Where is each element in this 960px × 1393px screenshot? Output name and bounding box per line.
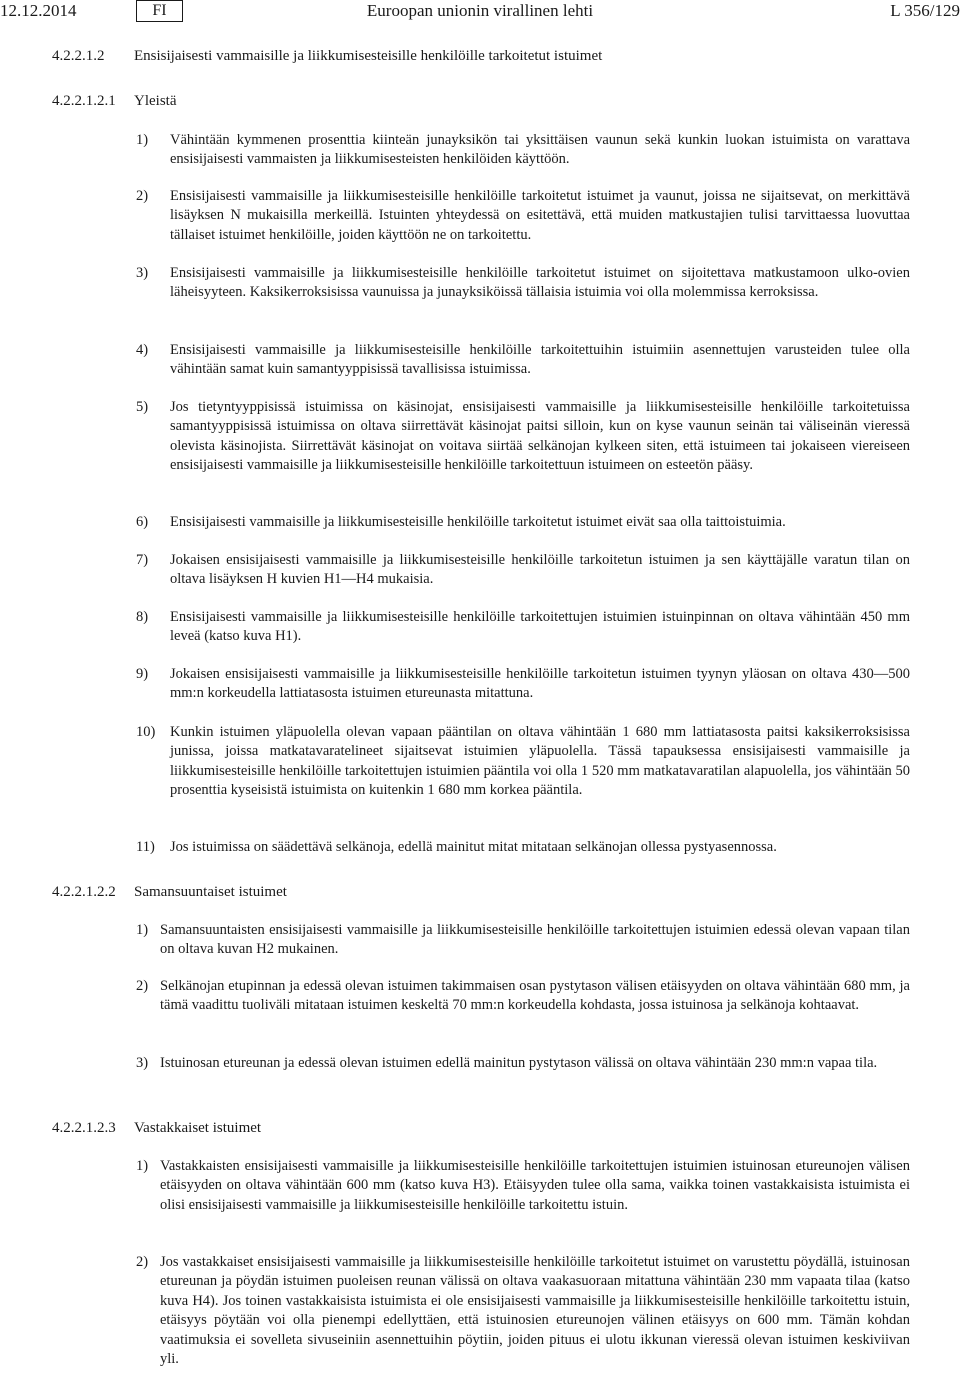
section-title: Vastakkaiset istuimet bbox=[134, 1120, 262, 1136]
item-text: Vastakkaisten ensisijaisesti vammaisille ja liikkumisesteisille henkilöille tarkoitettujen istuimien istuinosan etureunojen välisen etäisyyden on oltava vähintään 600 mm (katso kuva H3). Etäisyyden tulee olla sama, vaikka toinen vastakkaisista istuimista ei olisi ensisijaisesti vammaisille ja liikkumisesteisille henkilöille tarkoitettu istuin. bbox=[160, 1158, 910, 1213]
item-text: Istuinosan etureunan ja edessä olevan istuimen edellä mainitun pystytason välissä on oltava vähintään 230 mm:n vapaa tila. bbox=[160, 1055, 878, 1071]
list-item bbox=[136, 977, 910, 1016]
item-number: 7) bbox=[136, 552, 149, 568]
item-text: Jokaisen ensisijaisesti vammaisille ja liikkumisesteisille henkilöille tarkoitetun istuimen tyynyn yläosan on oltava 430—500 mm:n korkeudella lattiatasosta istuimen etureunasta mitattuna. bbox=[170, 666, 910, 702]
item-number: 11) bbox=[136, 839, 155, 855]
item-number: 1) bbox=[136, 922, 149, 938]
item-number: 2) bbox=[136, 1254, 149, 1270]
list-item bbox=[136, 513, 910, 532]
item-text: Ensisijaisesti vammaisille ja liikkumisesteisille henkilöille tarkoitetut istuimet ja vaunut, joissa ne sijaitsevat, on merkittävä lisäyksen N mukaisilla merkeillä. Istuinten yhteydessä on esitettävä, että muiden matkustajien tulisi tarvittaessa luovuttaa tällaiset istuimet henkilöille, joiden käyttöön ne on tarkoitettu. bbox=[170, 188, 910, 243]
section-title: Ensisijaisesti vammaisille ja liikkumisesteisille henkilöille tarkoitetut istuimet bbox=[134, 48, 603, 64]
item-text: Jos istuimissa on säädettävä selkänoja, edellä mainitut mitat mitataan selkänojan ollessa pystyasennossa. bbox=[170, 839, 777, 855]
list-item bbox=[136, 187, 910, 245]
publication-date: 12.12.2014 bbox=[0, 1, 77, 20]
item-number: 2) bbox=[136, 978, 149, 994]
item-number: 4) bbox=[136, 342, 149, 358]
section-heading-4-2-2-1-2-2 bbox=[52, 883, 932, 902]
item-number: 9) bbox=[136, 666, 149, 682]
item-text: Jokaisen ensisijaisesti vammaisille ja liikkumisesteisille henkilöille tarkoitetun istuimen ja sen käyttäjälle varatun tilan on oltava lisäyksen H kuvien H1—H4 mukaisia. bbox=[170, 552, 910, 588]
section-number: 4.2.2.1.2.3 bbox=[52, 1120, 116, 1136]
item-text: Jos tietyntyyppisissä istuimissa on käsinojat, ensisijaisesti vammaisille ja liikkumisesteisille henkilöille tarkoitetuissa samantyyppisissä istuimissa on oltava siirrettävät käsinojat paitsi silloin, kun on kyse vaunun seinän tai väliseinän vieressä olevista käsinojista. Siirrettävät käsinojat on voitava siirtää selkänojan kylkeen siten, että istuimeen tai jokaiseen viereiseen ensisijaisesti vammaisille ja liikkumisesteisille henkilöille tarkoitettuun istuimeen on esteetön pääsy. bbox=[170, 399, 910, 474]
list-item bbox=[136, 723, 910, 801]
journal-title: Euroopan unionin virallinen lehti bbox=[366, 1, 594, 20]
page-reference: L 356/129 bbox=[890, 1, 960, 20]
item-number: 2) bbox=[136, 188, 149, 204]
list-item bbox=[136, 551, 910, 590]
list-item bbox=[136, 921, 910, 960]
item-number: 3) bbox=[136, 265, 149, 281]
section-heading-4-2-2-1-2-3 bbox=[52, 1119, 932, 1138]
list-item bbox=[136, 665, 910, 704]
section-title: Yleistä bbox=[134, 93, 177, 109]
item-text: Ensisijaisesti vammaisille ja liikkumisesteisille henkilöille tarkoitetut istuimet eivät saa olla taittoistuimia. bbox=[170, 514, 786, 530]
list-item bbox=[136, 1157, 910, 1215]
list-item bbox=[136, 341, 910, 380]
item-text: Selkänojan etupinnan ja edessä olevan istuimen takimmaisen osan pystytason välisen etäisyyden on oltava vähintään 680 mm, ja tämä vaadittu tuoliväli mitataan istuimen keskeltä 70 mm:n korkeudella kohdasta, jossa istuinosa ja selkänoja kohtaavat. bbox=[160, 978, 910, 1014]
item-number: 5) bbox=[136, 399, 149, 415]
section-heading-4-2-2-1-2 bbox=[52, 47, 932, 66]
section-number: 4.2.2.1.2.1 bbox=[52, 93, 116, 109]
item-text: Jos vastakkaiset ensisijaisesti vammaisille ja liikkumisesteisille henkilöille tarkoitetut istuimet on varustettu pöydällä, istuinosan etureunan ja pöydän istuimen puoleisen reunan välissä on oltava vaakasuoraan mitattuna vähintään 230 mm vapaata tilaa (katso kuva H4). Jos toinen vastakkaisista istuimista ei ole ensisijaisesti vammaisille ja liikkumisesteisille henkilöille tarkoitettu istuin, etäisyys pöytään voi olla pienempi edellyttäen, että istuinosien etureunojen välinen etäisyys on 600 mm. Tämän kohdan vaatimuksia ei sovelleta sivuseiniin asennettuihin pöytiin, joiden pituus ei ulotu ikkunan vieressä olevan istuimen keskiviivan yli. bbox=[160, 1254, 910, 1368]
section-number: 4.2.2.1.2 bbox=[52, 48, 105, 64]
item-text: Vähintään kymmenen prosenttia kiinteän junayksikön tai yksittäisen vaunun sekä kunkin luokan istuimista on varattava ensisijaisesti vammaisten ja liikkumisesteisten henkilöiden käyttöön. bbox=[170, 132, 910, 168]
section-title: Samansuuntaiset istuimet bbox=[134, 884, 287, 900]
section-heading-4-2-2-1-2-1 bbox=[52, 92, 932, 111]
item-number: 1) bbox=[136, 132, 149, 148]
item-text: Ensisijaisesti vammaisille ja liikkumisesteisille henkilöille tarkoitettujen istuimien istuinpinnan on oltava vähintään 450 mm leveä (katso kuva H1). bbox=[170, 609, 910, 645]
item-text: Kunkin istuimen yläpuolella olevan vapaan pääntilan on oltava vähintään 1 680 mm lattiatasosta paitsi kaksikerroksisissa junissa, joissa matkatavaratelineet sijaitsevat istuimien yläpuolella. Tässä tapauksessa ensisijaisesti vammaisille ja liikkumisesteisille henkilöille tarkoitettujen istuimien pääntila voi olla 1 520 mm matkatavaratilan alapuolella, jos vähintään 50 prosenttia kyseisistä istuimista on kuitenkin 1 680 mm korkea pääntila. bbox=[170, 724, 910, 799]
item-number: 8) bbox=[136, 609, 149, 625]
list-item bbox=[136, 264, 910, 303]
page-header bbox=[0, 0, 960, 24]
item-number: 10) bbox=[136, 724, 156, 740]
section-number: 4.2.2.1.2.2 bbox=[52, 884, 116, 900]
item-number: 3) bbox=[136, 1055, 149, 1071]
list-item bbox=[136, 1054, 910, 1073]
list-item bbox=[136, 1253, 910, 1369]
list-item bbox=[136, 838, 910, 857]
item-number: 1) bbox=[136, 1158, 149, 1174]
item-text: Samansuuntaisten ensisijaisesti vammaisille ja liikkumisesteisille henkilöille tarkoitettujen istuimien edessä olevan vapaan tilan on oltava kuvan H2 mukainen. bbox=[160, 922, 910, 958]
list-item bbox=[136, 131, 910, 170]
language-code-box: FI bbox=[136, 0, 183, 22]
item-text: Ensisijaisesti vammaisille ja liikkumisesteisille henkilöille tarkoitettuihin istuimiin asennettujen varusteiden tulee olla vähintään samat kuin samantyyppisissä tavallisissa istuimissa. bbox=[170, 342, 910, 378]
list-item bbox=[136, 608, 910, 647]
item-text: Ensisijaisesti vammaisille ja liikkumisesteisille henkilöille tarkoitetut istuimet on sijoitettava matkustamoon ulko-ovien läheisyyteen. Kaksikerroksisissa vaunuissa ja junayksiköissä tällaisia istuimia voi olla molemmissa kerroksissa. bbox=[170, 265, 910, 301]
item-number: 6) bbox=[136, 514, 149, 530]
list-item bbox=[136, 398, 910, 476]
